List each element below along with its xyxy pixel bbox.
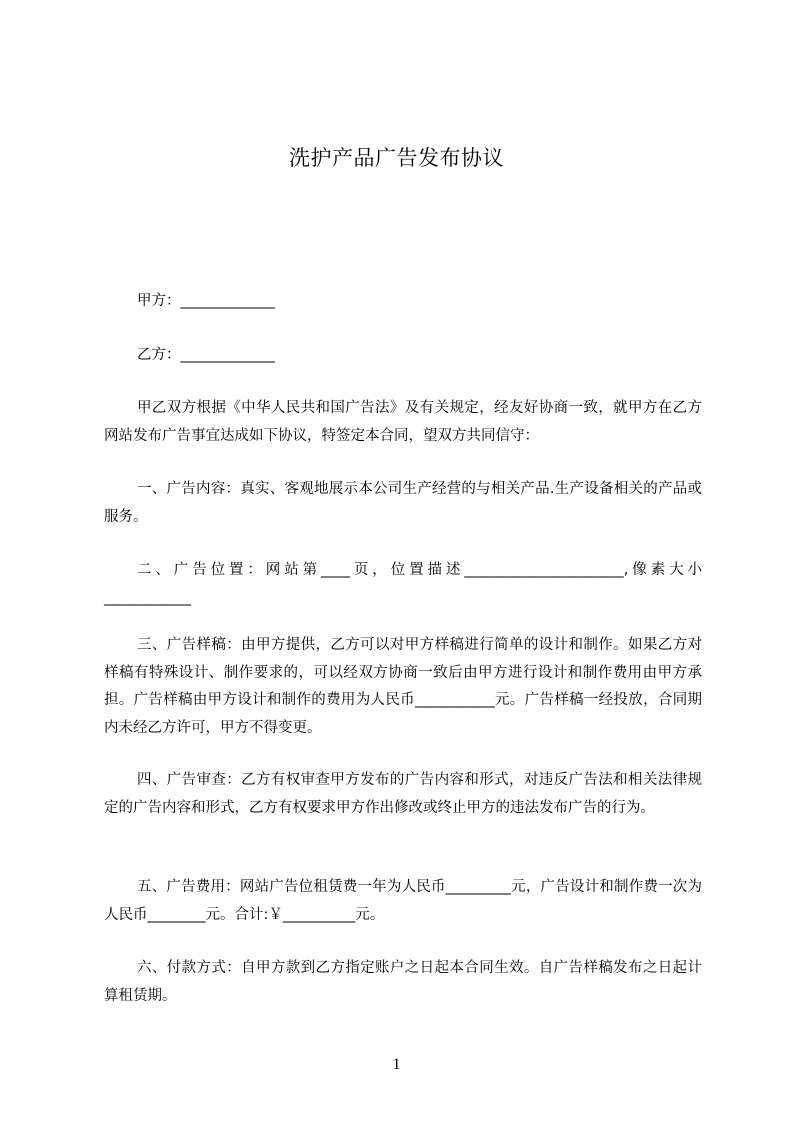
- document-title: 洗护产品广告发布协议: [289, 146, 504, 170]
- clause-position: 二、广告位置：网站第____页，位置描述______________________,像素大小____________: [104, 562, 702, 606]
- clause-review: 四、广告审查：乙方有权审查甲方发布的广告内容和形式，对违反广告法和相关法律规定的广告内容和形式，乙方有权要求甲方作出修改或终止甲方的违法发布广告的行为。: [104, 772, 702, 816]
- clause-payment: 六、付款方式：自甲方款到乙方指定账户之日起本合同生效。自广告样稿发布之日起计算租赁期。: [104, 960, 702, 1004]
- party-b-line: 乙方：_____________: [137, 347, 275, 363]
- clause-sample: 三、广告样稿：由甲方提供，乙方可以对甲方样稿进行简单的设计和制作。如果乙方对样稿有特殊设计、制作要求的，可以经双方协商一致后由甲方进行设计和制作费用由甲方承担。广告样稿由甲方设计和制作的费用为人民币___________元。广告样稿一经投放，合同期内未经乙方许可，甲方不得变更。: [104, 637, 702, 736]
- page-number: 1: [392, 1056, 401, 1073]
- party-a-line: 甲方：_____________: [137, 293, 275, 309]
- clause-content: 一、广告内容：真实、客观地展示本公司生产经营的与相关产品.生产设备相关的产品或服务。: [104, 481, 702, 525]
- intro-paragraph: 甲乙双方根据《中华人民共和国广告法》及有关规定，经友好协商一致，就甲方在乙方网站发布广告事宜达成如下协议，特签定本合同，望双方共同信守：: [104, 400, 702, 444]
- clause-fees: 五、广告费用：网站广告位租赁费一年为人民币_________元，广告设计和制作费一次为人民币________元。合计:￥__________元。: [104, 879, 702, 923]
